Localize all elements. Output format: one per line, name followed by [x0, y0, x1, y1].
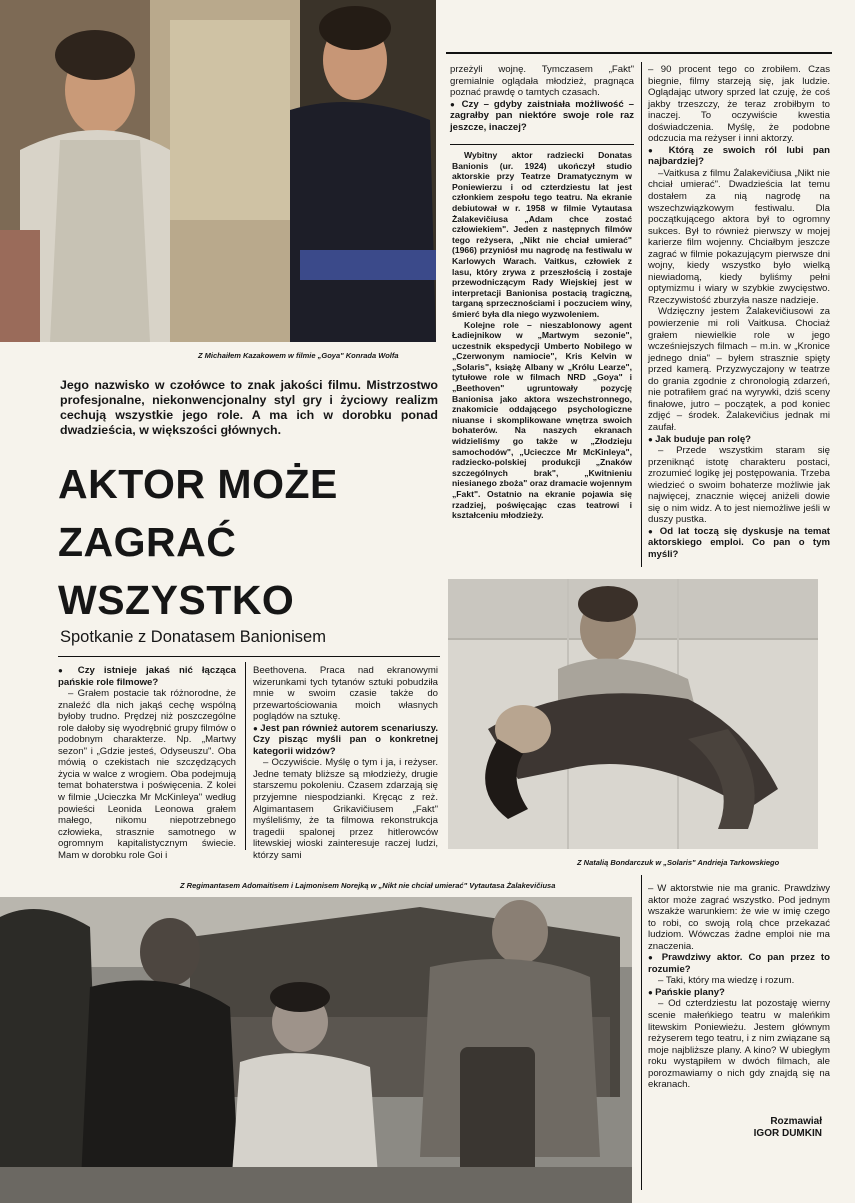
headline: [58, 462, 438, 623]
question-6: ● Od lat toczą się dyskusje na temat aktorskiego emploi. Co pan o tym myśli?: [648, 526, 830, 561]
divider-under-subtitle: [58, 656, 440, 657]
column-divider: [641, 62, 642, 567]
headline-line-2: ZAGRAĆ: [58, 519, 237, 565]
actor-biography: [452, 150, 632, 521]
answer-7: – Taki, który ma wiedzę i rozum.: [658, 975, 795, 987]
answer-2-continued: przeżyli wojnę. Tymczasem „Fakt" gremialnie oglądała młodzież, pragnąca poznać prawdę o tamtych czasach.: [450, 64, 634, 99]
article-column-2: [253, 665, 438, 861]
article-column-1: [58, 665, 236, 861]
question-7: ● Prawdziwy aktor. Co pan przez to rozumie?: [648, 952, 830, 975]
answer-2: – Oczywiście. Myślę o tym i ja, i reżyser. Jedne tematy bliższe są młodzieży, drugie starszemu pokoleniu. Czasem zdarzają się przyjemne niespodzianki. Kręcąc z reż. Algimantasem Grikavičiusem „Fakt" myśleliśmy, że ta filmowa rekonstrukcja tragedii spalonej przez hitlerowców litewskiej wioski zainteresuje raczej ludzi, którzy sami: [253, 757, 438, 861]
intro-paragraph: Jego nazwisko w czołówce to znak jakości filmu. Mistrzostwo profesjonalne, niekonwencjonalny styl gry i życiowy realizm cechują wszystkie jego role. A ma ich w dorobku ponad dwadzieścia, w większości głównych.: [60, 378, 438, 437]
biography-paragraph-2: Kolejne role – nieszablonowy agent Ładiejnikow w „Martwym sezonie", uczestnik ekspedycji Umberto Nobilego w „Czerwonym namiocie", Kris Kelvin w „Solaris", książę Albany w „Królu Learze", tytułowe role w filmach NRD „Goya" i „Beethoven" ugruntowały pozycję Banionisa jako aktora wszechstronnego, znakomicie oddającego psychologiczne niuanse i skomplikowane wnętrza swoich bohaterów. Na naszych ekranach widzieliśmy go także w „Złodzieju samochodów", „Ucieczce Mr McKinleya", radziecko-polskiej produkcji „Znaków szczególnych brak", „Kwitnieniu niesianego zboża" oraz dramacie wojennym „Fakt". Ostatnio na ekranie pojawia się rzadziej, poświęcając czas teatrowi i kształceniu młodzieży.: [452, 319, 632, 521]
answer-6: – W aktorstwie nie ma granic. Prawdziwy aktor może zagrać wszystko. Pod jednym wszakże warunkiem: że wie w imię czego to robi, co swoją rolą chce przekazać ludziom. Wówczas żadne emploi nie ma znaczenia.: [648, 883, 830, 952]
signature-name: IGOR DUMKIN: [753, 1128, 822, 1139]
answer-4-continued: Wdzięczny jestem Żalakevičiusowi za powierzenie mi roli Vaitkusa. Chociaż grałem niewielkie role w jego wcześniejszych filmach – m.in. w „Kronice jednego dnia" – byłem strasznie spięty przed kamerą. Przyzwyczajony w teatrze do grania zgodnie z chronologią zdarzeń, nie potrafiłem grać na wyrywki, dziś sceny finałowe, jutro – początek, a pod koniec zdjęć – środek. Żalakevičius jednak mi zaufał.: [648, 306, 830, 433]
biography-paragraph-1: Wybitny aktor radziecki Donatas Banionis (ur. 1924) ukończył studio aktorskie przy Teatrze Dramatycznym w Poniewierzu i od czterdziestu lat jest członkiem zespołu tego teatru. Na ekranie debiutował w r. 1958 w filmie Vytautasa Żalakevičiusa „Adam chce zostać człowiekiem". Jeden z następnych filmów tego reżysera, „Nikt nie chciał umierać" (1966) przyniósł mu nagrodę na festiwalu w Karlowych Warach. Vaitkus, człowiek z lasu, który zrywa z przeszłością i zostaje przewodniczącym Rady Wiejskiej jest w interpretacji Banionisa postacią tragiczną, targaną sprzecznościami i poczuciem winy, śmierć była dla niego wyzwoleniem.: [452, 150, 632, 319]
answer-4: –Vaitkusa z filmu Żalakevičiusa „Nikt nie chciał umierać". Dwadzieścia lat temu dostałem za nią nagrodę na wszechzwiązkowym festiwalu. Dla początkującego aktora był to ogromny sukces. Był to również pierwszy w mojej karierze film wojenny. Chciałbym jeszcze zagrać w filmie pokazującym pierwsze dni wojny, kiedy wszystko było wielką niewiadomą, kiedy byliśmy pełni optymizmu i wiary w szybkie zwycięstwo. Rzeczywistość zburzyła nasze nadzieje.: [648, 167, 830, 306]
caption-nikt-nie-chcial-umierac: Z Regimantasem Adomaitisem i Lajmonisem Norejką w „Nikt nie chciał umierać" Vytautasa Żalakevičiusa: [180, 881, 556, 890]
article-column-4: [648, 64, 830, 561]
top-rule: [446, 52, 832, 54]
caption-solaris: Z Natalią Bondarczuk w „Solaris" Andrieja Tarkowskiego: [577, 858, 780, 867]
headline-line-1: AKTOR MOŻE: [58, 461, 338, 507]
photo-goya: [0, 0, 436, 342]
answer-8: – Od czterdziestu lat pozostaję wierny scenie małeńkiego teatru w maleńkim litewskim Poniewieżu. Jestem głównym reżyserem tego teatru, i z nim związane są moje najbliższe plany. A kino? W ubiegłym roku wystąpiłem w dwóch filmach, ale porozmawiamy o nich gdy znajdą się na ekranach.: [648, 998, 830, 1091]
column-divider: [245, 662, 246, 850]
subtitle: Spotkanie z Donatasem Banionisem: [60, 628, 326, 646]
answer-5: – Przede wszystkim staram się przeniknąć istotę charakteru postaci, zrozumieć logikę jej postępowania. Trzeba wiedzieć o swoim bohaterze możliwie jak najwięcej, znacznie więcej aniżeli dowie się o nim widz. A to jest niemożliwe jeśli w duszy pustka.: [648, 445, 830, 526]
signature-label: Rozmawiał: [770, 1116, 822, 1127]
question-8: ● Pańskie plany?: [648, 987, 830, 999]
question-2: ● Jest pan również autorem scenariuszy. Czy pisząc myśli pan o konkretnej kategorii widzów?: [253, 723, 438, 758]
answer-1: – Grałem postacie tak różnorodne, że znaleźć dla nich jakąś cechę wspólną byłoby trudno. Prędzej niż poszczególne role dałoby się wyodrębnić grupy filmów o podobnym charakterze. Np. „Martwy sezon" i „Gdzie jesteś, Odyseuszu". Oba mówią o czekistach nie szczędzących życia w walce z wrogiem. Oba podejmują temat bohaterstwa i poświęcenia. Z kolei w filmie „Ucieczka Mr McKinleya" według powieści Leonida Leonowa grałem małego, nikomu niepotrzebnego człowieka, strasznie samotnego w ogromnym kapitalistycznym świecie. Mam w dorobku role Goi i: [58, 688, 236, 861]
caption-goya: Z Michaiłem Kazakowem w filmie „Goya" Konrada Wolfa: [198, 351, 399, 360]
question-5: ● Jak buduje pan rolę?: [648, 434, 830, 446]
photo-solaris: [448, 579, 818, 849]
answer-1-continued: Beethovena. Praca nad ekranowymi wizerunkami tych tytanów sztuki pobudziła mnie w swoim czasie także do przewartościowania moich własnych poglądów na sztukę.: [253, 665, 438, 723]
answer-3: – 90 procent tego co zrobiłem. Czas biegnie, filmy starzeją się, jak ludzie. Oglądając utwory sprzed lat czuję, że coś jakby trzeszczy, że teraz zrobiłbym to inaczej. To oczywiście kwestia doświadczenia. Myślę, że podobne odczucia ma reżyser i inni aktorzy.: [648, 64, 830, 145]
photo-nikt-nie-chcial-umierac: [0, 897, 632, 1203]
headline-line-3: WSZYSTKO: [58, 577, 295, 623]
column-divider: [641, 875, 642, 1190]
author-signature: [648, 1116, 822, 1140]
bio-box-top: [450, 144, 634, 145]
question-1: ● Czy istnieje jakaś nić łącząca pańskie role filmowe?: [58, 665, 236, 688]
question-4: ● Którą ze swoich ról lubi pan najbardziej?: [648, 145, 830, 168]
article-column-5: [648, 883, 830, 1091]
article-column-3: [450, 64, 634, 133]
question-3: ● Czy – gdyby zaistniała możliwość – zagrałby pan niektóre swoje role raz jeszcze, inaczej?: [450, 99, 634, 134]
